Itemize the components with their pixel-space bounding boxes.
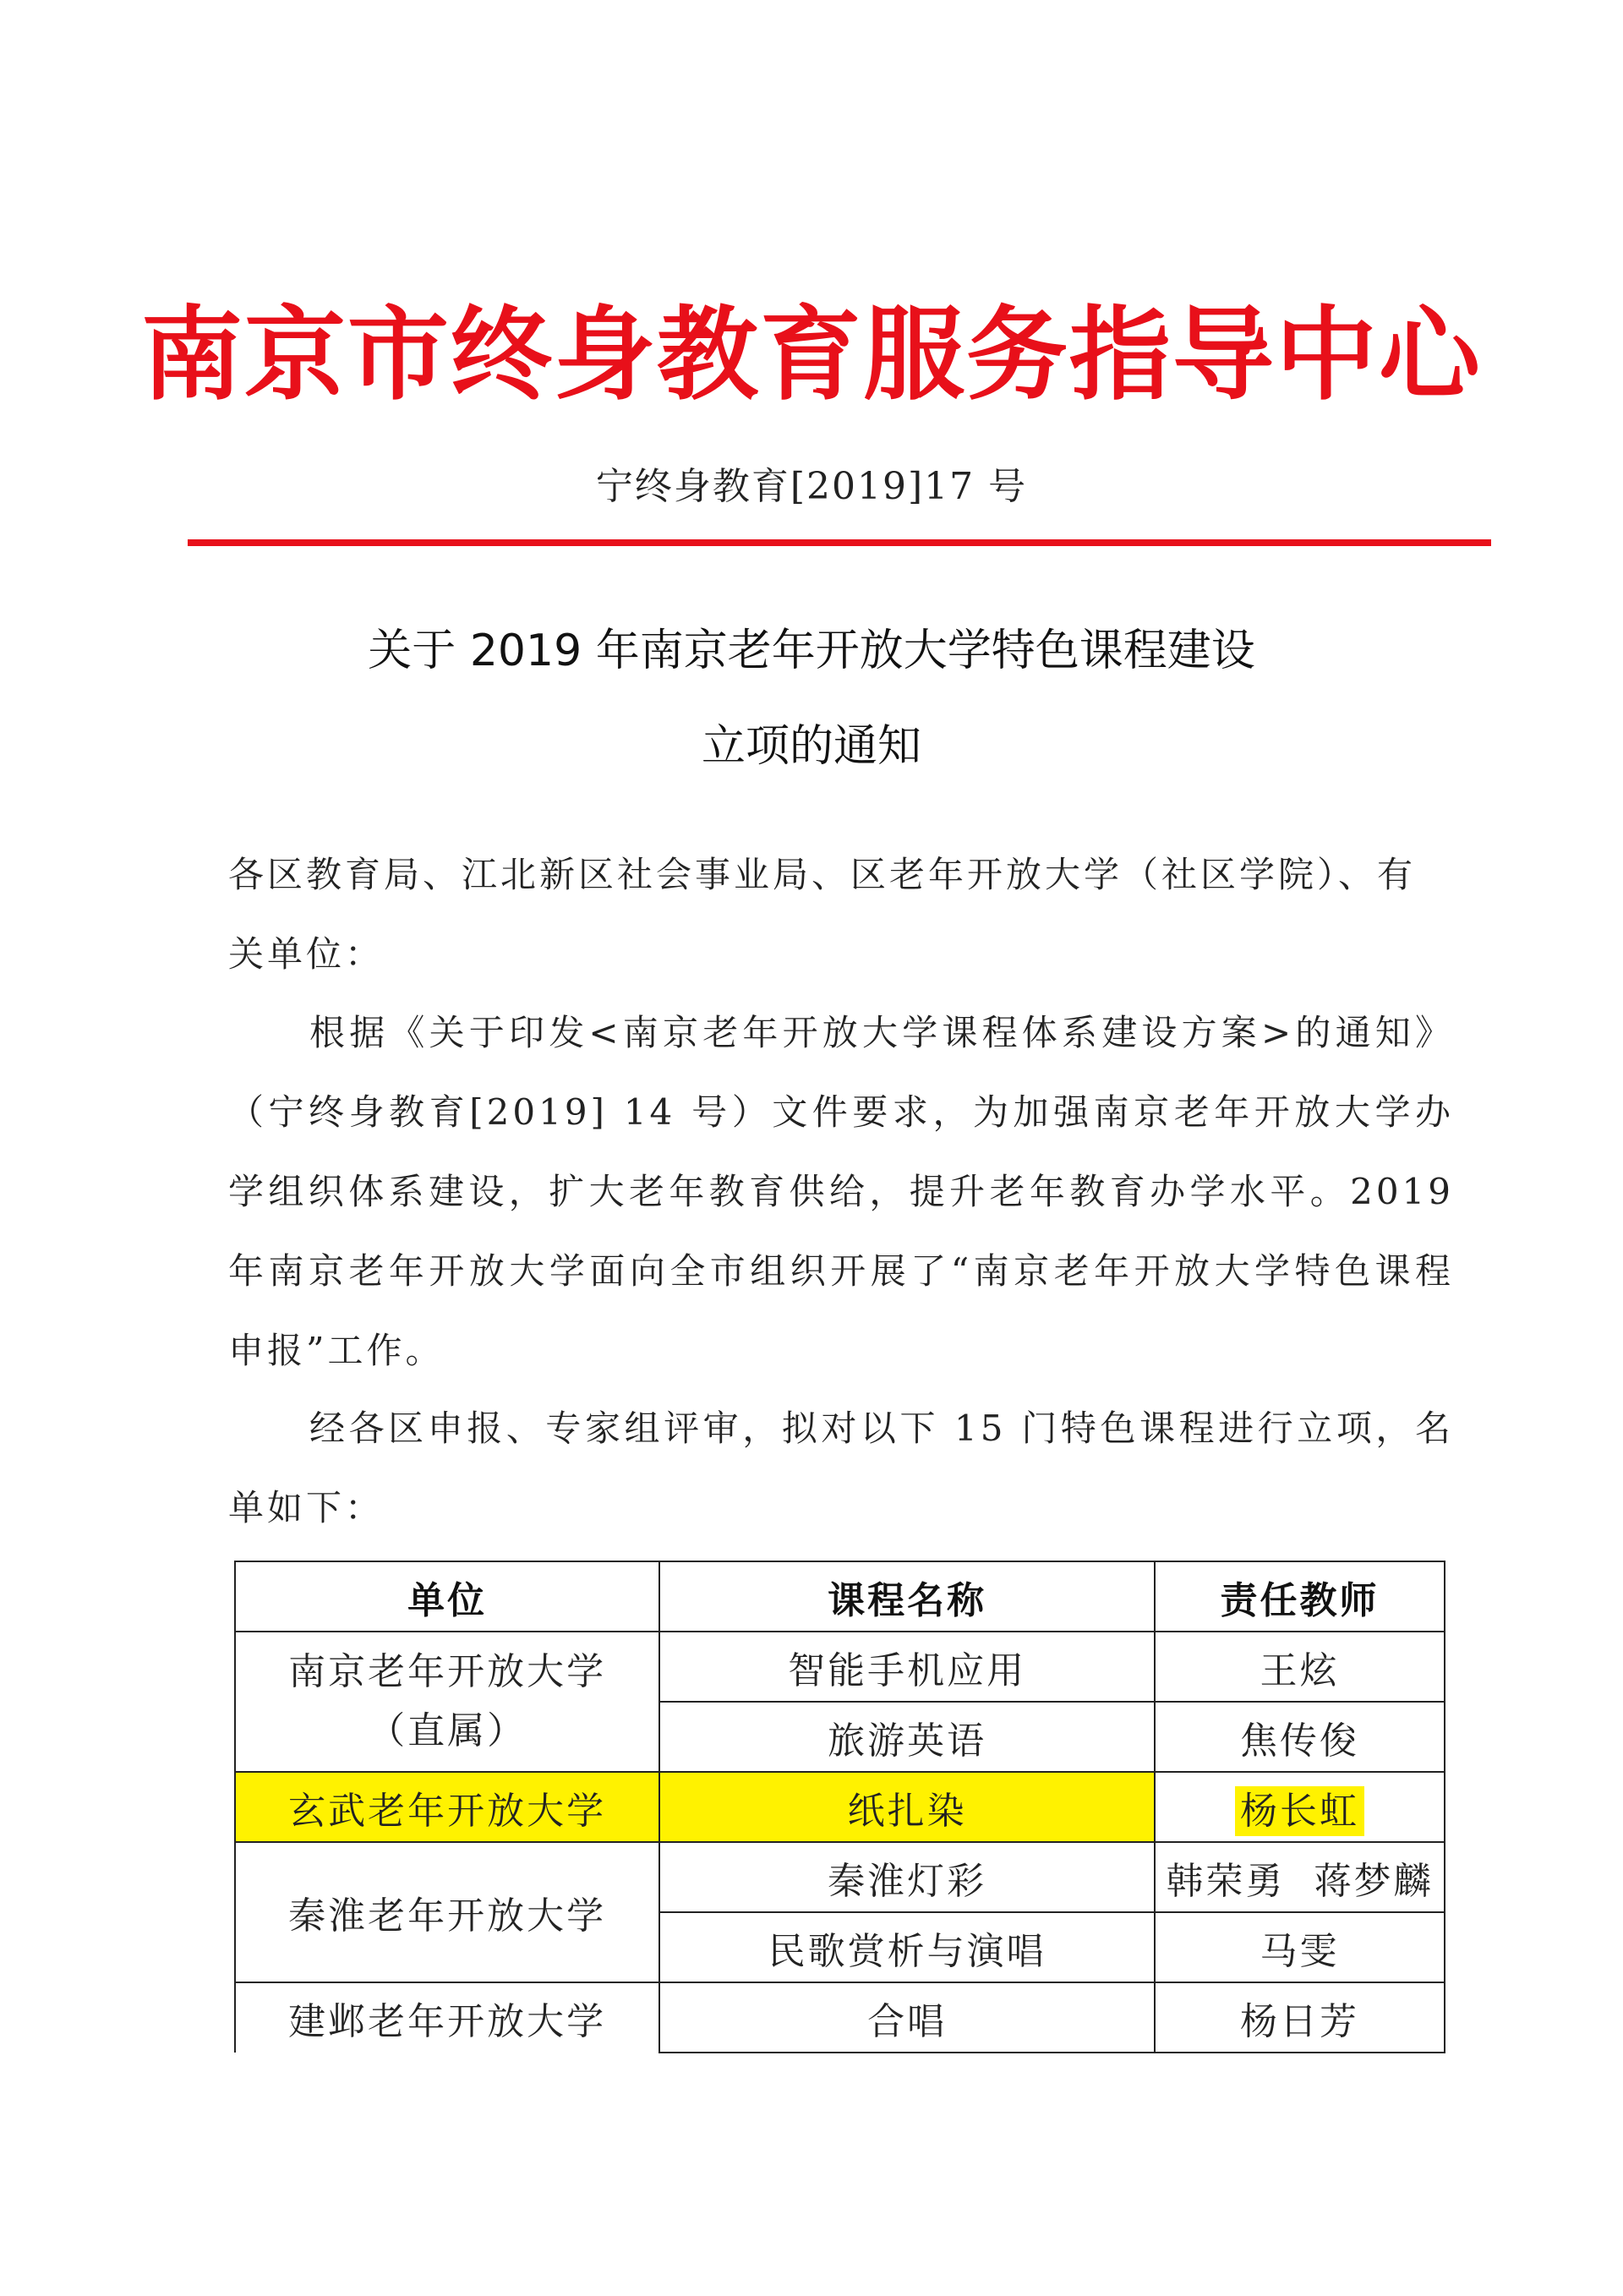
table-row	[235, 1842, 1445, 1912]
unit-name: 南京老年开放大学	[288, 1650, 607, 1693]
teacher-cell: 王炫	[1155, 1632, 1445, 1702]
course-cell: 智能手机应用	[659, 1632, 1155, 1702]
red-divider	[188, 539, 1491, 546]
course-cell: 秦淮灯彩	[659, 1842, 1155, 1912]
header-unit: 单位	[235, 1561, 659, 1632]
teacher-highlight: 杨长虹	[1235, 1786, 1364, 1836]
document-number: 宁终身教育[2019]17 号	[595, 465, 1028, 508]
table-row	[235, 1982, 1445, 2053]
unit-cell: 建邺老年开放大学	[235, 1982, 659, 2053]
course-cell: 民歌赏析与演唱	[659, 1912, 1155, 1982]
org-title: 南京市终身教育服务指导中心	[141, 295, 1482, 414]
course-cell: 旅游英语	[659, 1702, 1155, 1772]
notice-title-line-2: 立项的通知	[701, 721, 921, 772]
table-header-row	[235, 1561, 1445, 1632]
teacher-cell: 焦传俊	[1155, 1702, 1445, 1772]
table-row	[235, 1632, 1445, 1702]
teacher-cell: 马雯	[1155, 1912, 1445, 1982]
unit-cell	[235, 1772, 659, 1842]
header-teacher: 责任教师	[1155, 1561, 1445, 1632]
notice-title-line-1: 关于 2019 年南京老年开放大学特色课程建设	[368, 626, 1255, 676]
course-cell: 合唱	[659, 1982, 1155, 2053]
unit-cell	[235, 1632, 659, 1772]
body-paragraph-2: 经各区申报、专家组评审，拟对以下 15 门特色课程进行立项，名单如下：	[228, 1408, 1454, 1528]
course-cell: 纸扎染	[659, 1772, 1155, 1842]
teacher-cell: 韩荣勇 蒋梦麟	[1155, 1842, 1445, 1912]
header-course: 课程名称	[659, 1561, 1155, 1632]
teacher-cell: 杨日芳	[1155, 1982, 1445, 2053]
unit-cell: 秦淮老年开放大学	[235, 1842, 659, 1982]
course-table	[234, 1561, 1445, 2053]
body-paragraph-1: 根据《关于印发<南京老年开放大学课程体系建设方案>的通知》（宁终身教育[2019] 14 号）文件要求，为加强南京老年开放大学办学组织体系建设，扩大老年教育供给，提升老年教育办学水平。2019 年南京老年开放大学面向全市组织开展了“南京老年开放大学特色课程申报”工作。	[228, 1012, 1454, 1371]
addressee: 各区教育局、江北新区社会事业局、区老年开放大学（社区学院）、有关单位：	[228, 854, 1417, 975]
teacher-cell	[1155, 1772, 1445, 1842]
unit-subtitle: （直属）	[368, 1709, 527, 1752]
table-row-highlighted	[235, 1772, 1445, 1842]
unit-name: 玄武老年开放大学	[288, 1789, 607, 1833]
